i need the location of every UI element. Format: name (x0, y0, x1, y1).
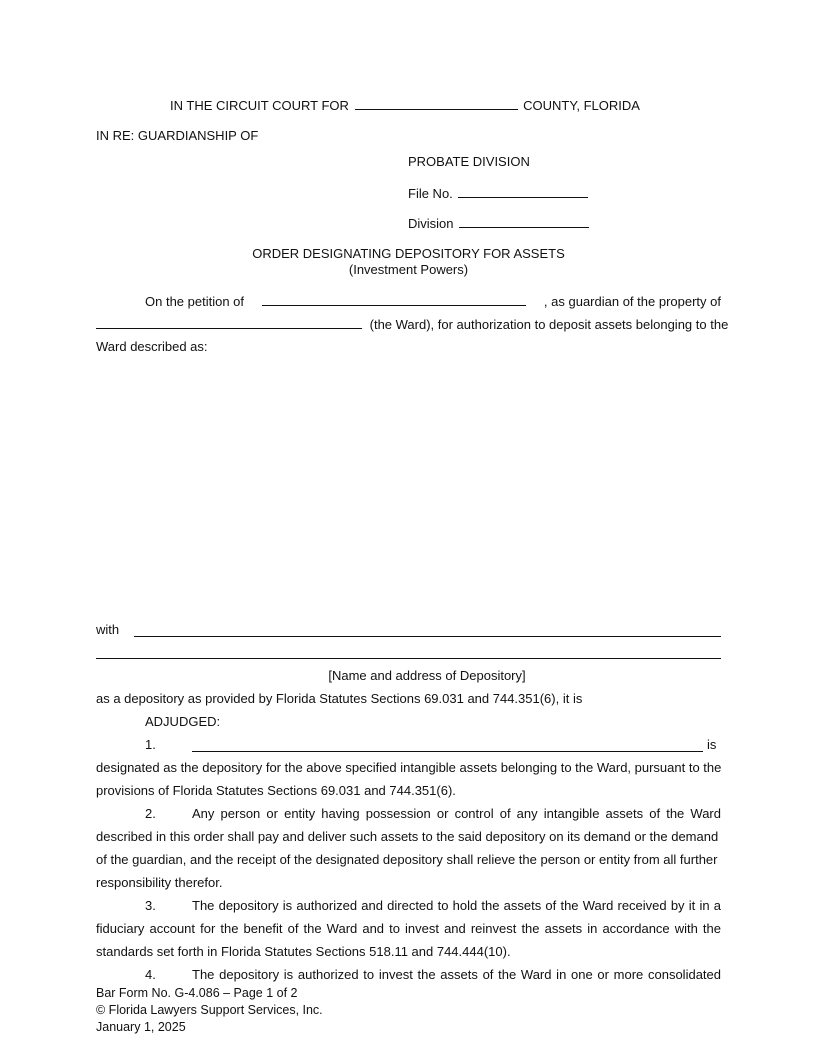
file-no-label: File No. (408, 186, 453, 201)
ward-text: (the Ward), for authorization to deposit assets belonging to the (369, 317, 729, 332)
paragraph-2-line-1: Any person or entity having possession or control of any intangible assets of the Ward (192, 806, 721, 821)
court-suffix: COUNTY, FLORIDA (523, 98, 640, 113)
division-blank[interactable] (459, 215, 589, 228)
county-blank[interactable] (355, 97, 518, 110)
document-subtitle: (Investment Powers) (348, 262, 469, 277)
paragraph-3-line-2: fiduciary account for the benefit of the Ward and to invest and reinvest the assets in accordance with the (96, 921, 721, 936)
petitioner-blank[interactable] (262, 293, 526, 306)
document-title: ORDER DESIGNATING DEPOSITORY FOR ASSETS (252, 246, 565, 261)
footer-date: January 1, 2025 (96, 1020, 186, 1034)
paragraph-3-line-3: standards set forth in Florida Statutes Sections 518.11 and 744.444(10). (96, 944, 511, 959)
provision-text: as a depository as provided by Florida Statutes Sections 69.031 and 744.351(6), it is (96, 691, 583, 706)
paragraph-2-line-4: responsibility therefor. (96, 875, 223, 890)
petition-text: On the petition of (145, 294, 245, 309)
paragraph-1-number: 1. (145, 737, 156, 752)
in-re-heading: IN RE: GUARDIANSHIP OF (96, 128, 259, 143)
paragraph-1-blank[interactable] (192, 751, 703, 752)
depository-caption: [Name and address of Depository] (328, 668, 526, 683)
adjudged-label: ADJUDGED: (145, 714, 221, 729)
paragraph-3-line-1: The depository is authorized and directed to hold the assets of the Ward received by it in a (192, 898, 721, 913)
court-heading (170, 97, 640, 114)
paragraph-1-is: is (707, 737, 717, 752)
intro-line-2 (96, 316, 728, 333)
intro-line-3: Ward described as: (96, 339, 208, 354)
intro-line-1 (96, 293, 721, 309)
with-label: with (96, 622, 120, 637)
division-label: Division (408, 216, 454, 231)
depository-blank-1[interactable] (134, 636, 721, 637)
depository-blank-2[interactable] (96, 658, 721, 659)
footer-copyright: © Florida Lawyers Support Services, Inc. (96, 1003, 323, 1017)
footer-form-number: Bar Form No. G-4.086 – Page 1 of 2 (96, 986, 298, 1000)
paragraph-2-number: 2. (145, 806, 156, 821)
file-no-row (408, 185, 588, 202)
paragraph-1-line-3: provisions of Florida Statutes Sections 69.031 and 744.351(6). (96, 783, 456, 798)
division-row (408, 215, 589, 232)
paragraph-3-number: 3. (145, 898, 156, 913)
file-no-blank[interactable] (458, 185, 588, 198)
probate-division-label: PROBATE DIVISION (408, 154, 530, 169)
paragraph-4-line-1: The depository is authorized to invest the assets of the Ward in one or more consolidated (192, 967, 721, 982)
paragraph-4-number: 4. (145, 967, 156, 982)
paragraph-2-line-2: described in this order shall pay and deliver such assets to the said depository on its demand or the demand (96, 829, 719, 844)
paragraph-1-line-2: designated as the depository for the above specified intangible assets belonging to the Ward, pursuant to the (96, 760, 722, 775)
guardian-text: , as guardian of the property of (543, 294, 721, 309)
ward-blank[interactable] (96, 316, 362, 329)
paragraph-2-line-3: of the guardian, and the receipt of the designated depository shall relieve the person or entity from all further (96, 852, 718, 867)
court-prefix: IN THE CIRCUIT COURT FOR (170, 98, 349, 113)
